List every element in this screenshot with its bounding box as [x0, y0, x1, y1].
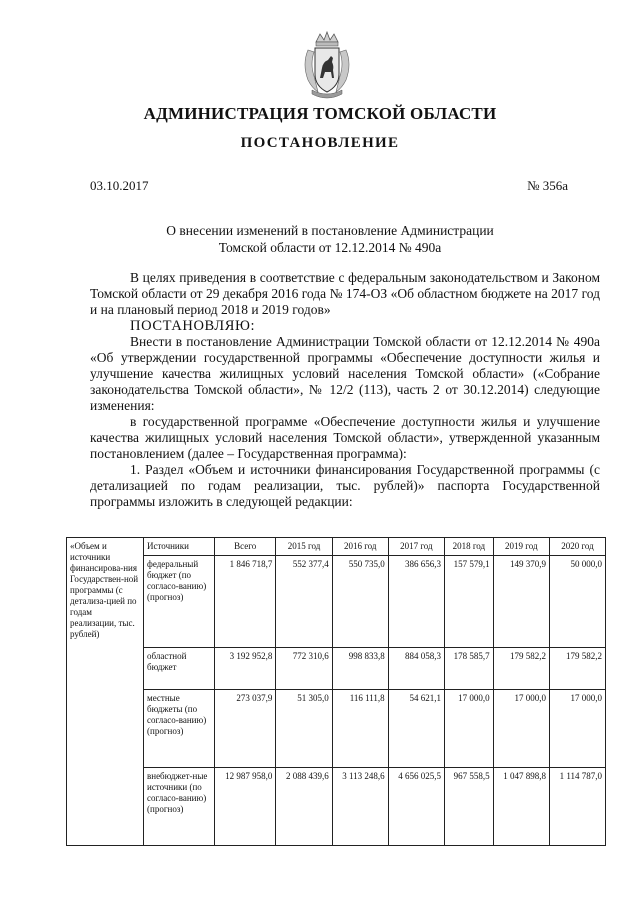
- document-type: ПОСТАНОВЛЕНИЕ: [240, 135, 400, 151]
- table-row: [67, 556, 606, 648]
- source-cell: внебюджет-ные источники (по согласо-ванию) (прогноз): [144, 768, 215, 846]
- column-header: Всего: [215, 538, 276, 556]
- value-cell: 1 114 787,0: [549, 768, 605, 846]
- paragraph-preamble: В целях приведения в соответствие с федеральным законодательством и Законом Томской области от 29 декабря 2016 года № 174-ОЗ «Об областном бюджете на 2017 год и на плановый период 2018 и 2019 годов»: [90, 270, 600, 317]
- table-row: [67, 648, 606, 690]
- paragraph-section: 1. Раздел «Объем и источники финансирования Государственной программы (с детализацией по годам реализации, тыс. рублей)» паспорта Государственной программы изложить в следующей редакции:: [90, 462, 600, 509]
- table-header-row: [67, 538, 606, 556]
- document-subject: [120, 222, 540, 256]
- value-cell: 17 000,0: [549, 690, 605, 768]
- subject-line-2: Томской области от 12.12.2014 № 490а: [218, 240, 442, 255]
- value-cell: 1 846 718,7: [215, 556, 276, 648]
- table-row: [67, 768, 606, 846]
- source-cell: местные бюджеты (по согласо-ванию) (прогноз): [144, 690, 215, 768]
- value-cell: 179 582,2: [549, 648, 605, 690]
- value-cell: 3 192 952,8: [215, 648, 276, 690]
- paragraph-program: в государственной программе «Обеспечение доступности жилья и улучшение качества жилищных условий населения Томской области», утвержденной указанным постановлением (далее – Государственная программа):: [90, 414, 600, 461]
- coat-of-arms-icon: [300, 30, 354, 100]
- value-cell: 17 000,0: [493, 690, 549, 768]
- value-cell: 386 656,3: [388, 556, 444, 648]
- value-cell: 552 377,4: [276, 556, 332, 648]
- decree-word: ПОСТАНОВЛЯЮ:: [130, 318, 256, 334]
- subject-line-1: О внесении изменений в постановление Администрации: [166, 223, 494, 238]
- table-row: [67, 690, 606, 768]
- value-cell: 179 582,2: [493, 648, 549, 690]
- body-text: [90, 270, 600, 510]
- value-cell: 967 558,5: [445, 768, 494, 846]
- source-cell: федеральный бюджет (по согласо-ванию) (прогноз): [144, 556, 215, 648]
- value-cell: 51 305,0: [276, 690, 332, 768]
- value-cell: 54 621,1: [388, 690, 444, 768]
- value-cell: 884 058,3: [388, 648, 444, 690]
- value-cell: 12 987 958,0: [215, 768, 276, 846]
- document-number: № 356а: [527, 178, 568, 193]
- value-cell: 3 113 248,6: [332, 768, 388, 846]
- value-cell: 178 585,7: [445, 648, 494, 690]
- value-cell: 157 579,1: [445, 556, 494, 648]
- financing-table: [66, 537, 606, 846]
- document-date: 03.10.2017: [90, 178, 149, 193]
- organization-title: АДМИНИСТРАЦИЯ ТОМСКОЙ ОБЛАСТИ: [143, 104, 497, 123]
- column-header: 2020 год: [549, 538, 605, 556]
- value-cell: 17 000,0: [445, 690, 494, 768]
- column-header: 2018 год: [445, 538, 494, 556]
- value-cell: 149 370,9: [493, 556, 549, 648]
- value-cell: 4 656 025,5: [388, 768, 444, 846]
- value-cell: 50 000,0: [549, 556, 605, 648]
- value-cell: 550 735,0: [332, 556, 388, 648]
- column-header: 2017 год: [388, 538, 444, 556]
- value-cell: 116 111,8: [332, 690, 388, 768]
- value-cell: 2 088 439,6: [276, 768, 332, 846]
- column-header: 2016 год: [332, 538, 388, 556]
- source-cell: областной бюджет: [144, 648, 215, 690]
- value-cell: 772 310,6: [276, 648, 332, 690]
- row-header-cell: «Объем и источники финансирова-ния Государствен-ной программы (с детализа-цией по годам реализации, тыс. рублей): [67, 538, 144, 846]
- paragraph-amendment: Внести в постановление Администрации Томской области от 12.12.2014 № 490а «Об утверждении государственной программы «Обеспечение доступности жилья и улучшение качества жилищных условий населения Томской области» («Собрание законодательства Томской области», № 12/2 (113), часть 2 от 30.12.2014) следующие изменения:: [90, 334, 600, 413]
- column-header: 2019 год: [493, 538, 549, 556]
- value-cell: 273 037,9: [215, 690, 276, 768]
- value-cell: 998 833,8: [332, 648, 388, 690]
- column-header: 2015 год: [276, 538, 332, 556]
- column-header: Источники: [144, 538, 215, 556]
- value-cell: 1 047 898,8: [493, 768, 549, 846]
